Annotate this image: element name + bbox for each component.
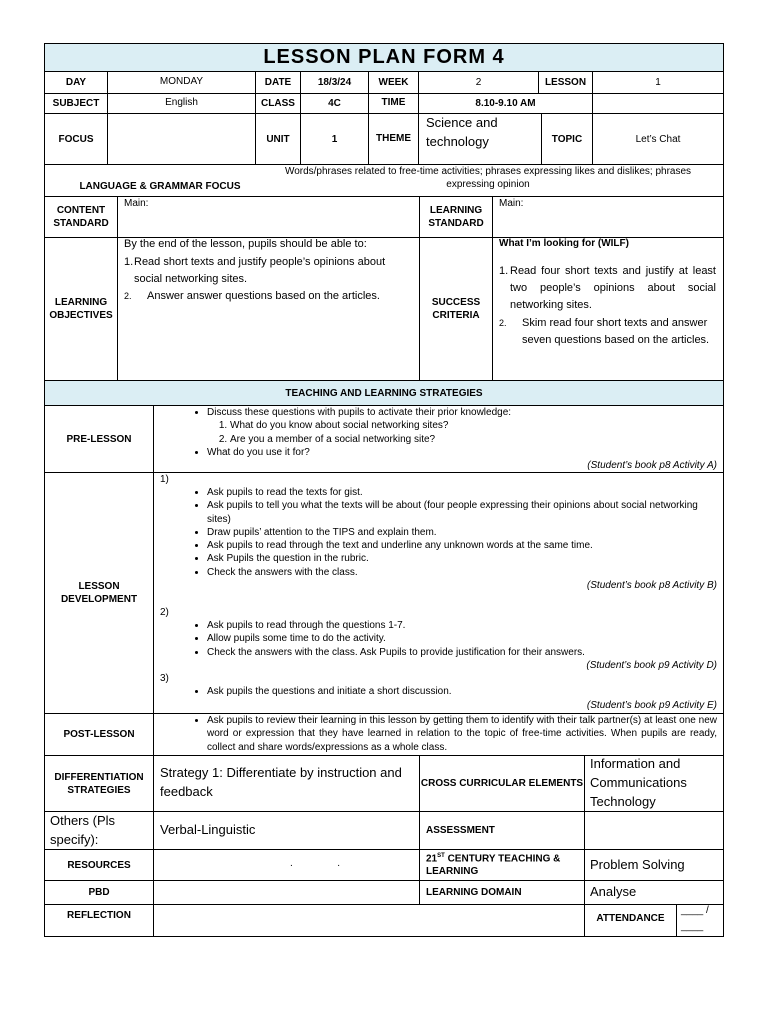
learning-objectives-label: LEARNING OBJECTIVES [49,297,113,321]
pre-lesson-sub: 2. Are you a member of a social networking site? [230,433,717,446]
date-label: DATE [264,77,292,88]
cross-curricular-label: CROSS CURRICULAR ELEMENTS [420,778,584,789]
week-label: WEEK [378,77,409,88]
topic-label: TOPIC [551,133,583,145]
c21-suffix: CENTURY TEACHING & LEARNING [426,853,561,878]
focus-label: FOCUS [58,133,94,145]
learning-standard-label: LEARNING STANDARD [428,205,484,229]
post-lesson-label: POST-LESSON [63,729,135,740]
lesson-label: LESSON [544,77,587,88]
success-item: Skim read four short texts and answer seven questions based on the articles. [522,317,710,346]
time-label: TIME [381,97,406,108]
lesson-development-label: LESSON DEVELOPMENT [60,581,138,605]
reflection-label: REFLECTION [67,910,131,921]
success-heading: What I’m looking for (WILF) [499,238,629,249]
class-value: 4C [328,98,341,109]
subject-value: English [165,97,198,108]
lesson-step: • Ask pupils to read the texts for gist. [207,486,717,499]
part-number: 2) [160,607,169,619]
learning-domain-value: Analyse [590,884,637,899]
pre-lesson-content [160,406,717,472]
time-value: 8.10-9.10 AM [475,98,536,109]
objective-item: Answer answer questions based on the articles. [147,290,380,302]
objective-number: 1. [124,256,134,268]
pre-lesson-bullet: • Discuss these questions with pupils to activate their prior knowledge: [207,406,717,419]
lesson-step: • Allow pupils some time to do the activity. [207,632,717,645]
lesson-value: 1 [655,77,661,88]
subject-label: SUBJECT [52,98,100,109]
assessment-label: ASSESSMENT [426,825,495,836]
date-value: 18/3/24 [317,77,352,88]
objectives-intro: By the end of the lesson, pupils should be able to: [124,238,367,250]
content-standard-label: CONTENT STANDARD [53,205,109,229]
success-number: 1. [499,265,509,277]
differentiation-label: DIFFERENTIATION STRATEGIES [54,771,144,796]
week-value: 2 [475,77,482,88]
lesson-step: • Ask pupils the questions and initiate a short discussion. [207,685,717,698]
lesson-step: • Check the answers with the class. Ask Pupils to provide justification for their answers. [207,646,717,659]
lesson-step: • Ask pupils to read through the text and underline any unknown words at the same time. [207,539,717,552]
pbd-label: PBD [88,887,110,898]
c21-label [426,850,581,878]
success-number: 2. [499,318,507,328]
objective-number: 2. [124,291,132,301]
topic-value: Let’s Chat [635,133,681,145]
cross-curricular-value: Information and Communications Technology [590,756,687,809]
part1-source: (Student’s book p8 Activity B) [586,580,717,592]
pre-lesson-bullet: • What do you use it for? [207,446,717,459]
lesson-step: • Ask pupils to tell you what the texts will be about (four people expressing their opinions about social networking sites) [207,499,717,526]
others-value: Verbal-Linguistic [160,822,256,837]
strategies-header: TEACHING AND LEARNING STRATEGIES [285,387,483,399]
success-item: Read four short texts and justify at least two people’s opinions about social networking sites. [510,265,716,311]
unit-value: 1 [331,133,338,145]
theme-value: Science and technology [426,115,498,149]
learning-standard-value: Main: [499,198,524,209]
differentiation-value: Strategy 1: Differentiate by instruction and feedback [160,765,402,799]
pre-lesson-label: PRE-LESSON [66,433,132,445]
day-value: MONDAY [159,76,204,87]
c21-sup: ST [437,853,445,859]
focus-value [108,114,255,164]
learning-domain-label: LEARNING DOMAIN [426,887,522,898]
pre-lesson-source: (Student’s book p8 Activity A) [587,460,717,472]
c21-value: Problem Solving [590,857,685,872]
lesson-development-content [160,473,717,712]
post-lesson-text: • Ask pupils to review their learning in this lesson by getting them to identify with their talk partner(s) at least one new word or expression that they have learned in relation to the topic of free-time activities. When pupils are ready, collect and share words/expressions as a whole class. [207,714,717,754]
class-label: CLASS [261,98,295,109]
lesson-step: • Ask Pupils the question in the rubric. [207,552,717,565]
resources-value: . . [290,858,341,869]
c21-prefix: 21 [426,853,438,865]
attendance-label: ATTENDANCE [596,912,665,924]
language-focus-label: LANGUAGE & GRAMMAR FOCUS [79,181,241,192]
attendance-value: ____ / ____ [681,905,709,932]
language-focus-text: Words/phrases related to free-time activities; phrases expressing likes and dislikes; phrases expressing opinion [284,166,692,190]
success-criteria-label: SUCCESS CRITERIA [431,297,481,321]
post-lesson-content [160,714,717,754]
lesson-step: • Ask pupils to read through the questions 1-7. [207,619,717,632]
part-number: 3) [160,672,169,684]
page-title: LESSON PLAN FORM 4 [263,46,505,68]
theme-label: THEME [376,132,411,144]
success-criteria-content [499,237,717,349]
unit-label: UNIT [266,133,290,145]
learning-objectives-content [124,237,414,305]
part-number: 1) [160,474,169,485]
content-standard-value: Main: [124,198,149,209]
pre-lesson-sub: 1. What do you know about social networking sites? [230,419,717,432]
objective-item: Read short texts and justify people’s opinions about social networking sites. [134,256,386,285]
part2-source: (Student’s book p9 Activity D) [586,659,717,671]
others-label: Others (Pls specify): [50,813,116,847]
resources-label: RESOURCES [67,859,131,871]
day-label: DAY [65,77,87,88]
lesson-step: • Draw pupils’ attention to the TIPS and explain them. [207,526,717,539]
part3-source: (Student’s book p9 Activity E) [586,700,717,712]
lesson-step: • Check the answers with the class. [207,566,717,579]
